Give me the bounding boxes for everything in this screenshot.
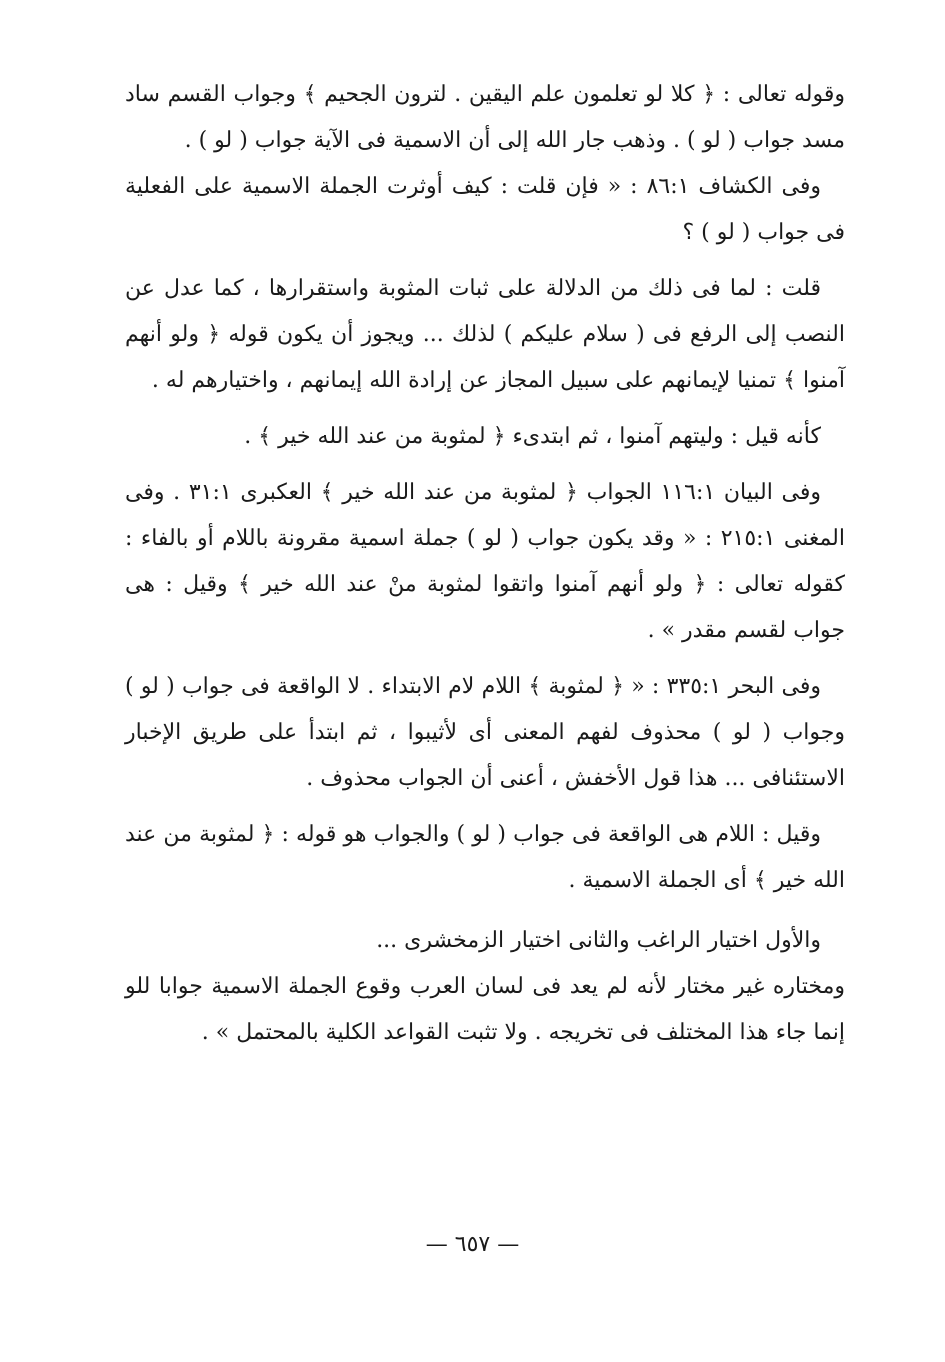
paragraph-9: ومختاره غير مختار لأنه لم يعد فى لسان العرب وقوع الجملة الاسمية جوابا للو إنما جاء هذا المختلف فى تخريجه . ولا تثبت القواعد الكلية بالمحتمل » . [125, 974, 845, 1045]
paragraph-3: قلت : لما فى ذلك من الدلالة على ثبات المثوبة واستقرارها ، كما عدل عن النصب إلى الرفع فى ( سلام عليكم ) لذلك ... ويجوز أن يكون قوله ﴿ ولو أنهم آمنوا ﴾ تمنيا لإيمانهم على سبيل المجاز عن إرادة الله إيمانهم ، واختيارهم له . [125, 276, 845, 393]
paragraph-6: وفى البحر ٣٣٥:١ : « ﴿ لمثوبة ﴾ اللام لام الابتداء . لا الواقعة فى جواب ( لو ) وجواب ( لو ) محذوف لفهم المعنى أى لأثيبوا ، ثم ابتدأ على طريق الإخبار الاستئنافى ... هذا قول الأخفش ، أعنى أن الجواب محذوف . [125, 674, 845, 791]
body-text [125, 72, 845, 1056]
page-number: — ٦٥٧ — [425, 1232, 520, 1257]
paragraph-2: وفى الكشاف ٨٦:١ : « فإن قلت : كيف أوثرت الجملة الاسمية على الفعلية فى جواب ( لو ) ؟ [125, 174, 845, 245]
paragraph-4: كأنه قيل : وليتهم آمنوا ، ثم ابتدىء ﴿ لمثوبة من عند الله خير ﴾ . [244, 424, 821, 449]
paragraph-1: وقوله تعالى : ﴿ كلا لو تعلمون علم اليقين . لترون الجحيم ﴾ وجواب القسم ساد مسد جواب ( لو ) . وذهب جار الله إلى أن الاسمية فى الآية جواب ( لو ) . [125, 82, 845, 153]
paragraph-5: وفى البيان ١١٦:١ الجواب ﴿ لمثوبة من عند الله خير ﴾ العكبرى ٣١:١ . وفى المغنى ٢١٥:١ : « وقد يكون جواب ( لو ) جملة اسمية مقرونة باللام أو بالفاء : كقوله تعالى : ﴿ ولو أنهم آمنوا واتقوا لمثوبة منْ عند الله خير ﴾ وقيل : هى جواب لقسم مقدر » . [125, 480, 845, 643]
paragraph-7: وقيل : اللام هى الواقعة فى جواب ( لو ) والجواب هو قوله : ﴿ لمثوبة من عند الله خير ﴾ أى الجملة الاسمية . [125, 822, 845, 893]
paragraph-8: والأول اختيار الراغب والثانى اختيار الزمخشرى ... [376, 928, 821, 953]
